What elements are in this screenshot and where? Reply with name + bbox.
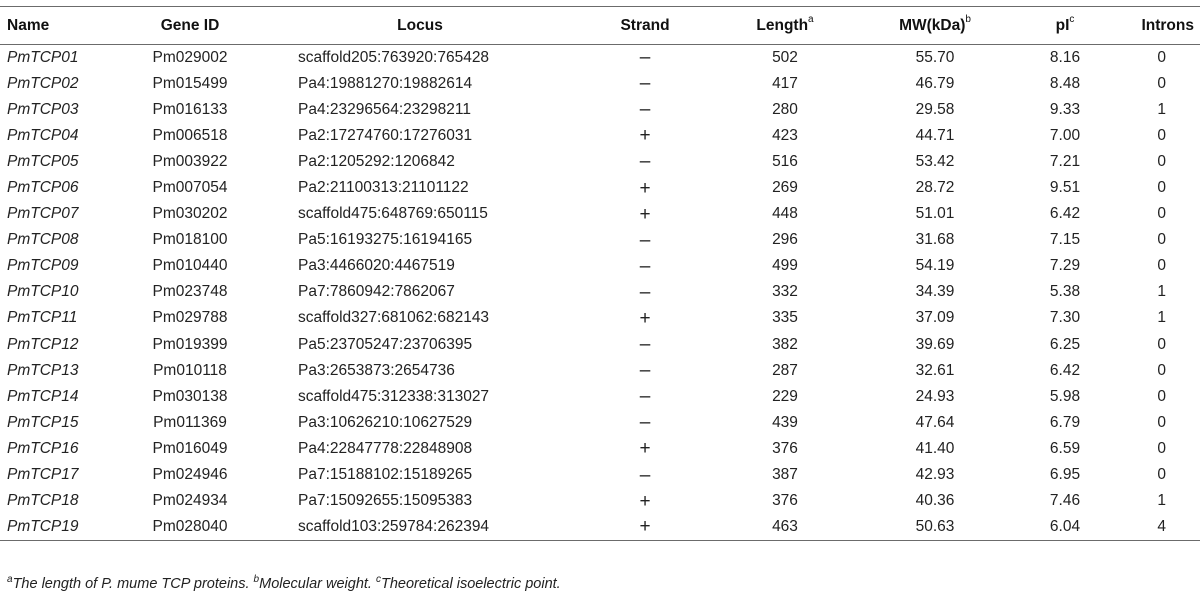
cell-locus: Pa5:23705247:23706395 (298, 335, 473, 353)
cell-strand: + (639, 438, 651, 460)
cell-mw: 24.93 (915, 387, 955, 405)
cell-introns: 0 (1157, 126, 1166, 144)
cell-locus: Pa3:2653873:2654736 (298, 361, 455, 379)
cell-pi: 6.79 (1049, 413, 1081, 431)
cell-strand: + (639, 177, 651, 199)
cell-name: PmTCP17 (7, 466, 79, 484)
cell-introns: 0 (1157, 466, 1166, 484)
cell-name: PmTCP15 (7, 413, 79, 431)
header-row (0, 7, 1200, 45)
cell-introns: 0 (1157, 152, 1166, 170)
table-row (0, 462, 1200, 488)
table-row (0, 384, 1200, 410)
cell-length: 376 (772, 492, 798, 510)
cell-strand: – (639, 386, 651, 408)
cell-mw: 37.09 (915, 309, 955, 327)
table-row (0, 253, 1200, 279)
cell-gene-id: Pm028040 (120, 514, 260, 540)
cell-name: PmTCP12 (7, 335, 79, 353)
cell-pi: 7.30 (1049, 309, 1081, 327)
cell-mw: 32.61 (915, 361, 955, 379)
cell-locus: Pa2:1205292:1206842 (298, 152, 455, 170)
cell-length: 296 (772, 231, 798, 249)
cell-pi: 7.21 (1049, 152, 1081, 170)
cell-locus: Pa2:21100313:21101122 (298, 179, 469, 197)
cell-locus: Pa7:15092655:15095383 (298, 492, 473, 510)
cell-pi: 7.00 (1049, 126, 1081, 144)
cell-name: PmTCP05 (7, 152, 79, 170)
cell-gene-id: Pm003922 (152, 152, 228, 170)
cell-length: 423 (772, 126, 798, 144)
cell-name: PmTCP11 (7, 309, 78, 327)
col-header-length: Length$^a$ (710, 7, 860, 45)
cell-introns: 1 (1157, 309, 1166, 327)
cell-pi: 7.15 (1049, 231, 1081, 249)
cell-introns: 0 (1157, 361, 1166, 379)
cell-introns: 0 (1157, 335, 1166, 353)
cell-locus: Pa4:23296564:23298211 (298, 100, 471, 118)
cell-mw: 46.79 (915, 74, 955, 92)
cell-locus: Pa5:16193275:16194165 (298, 231, 473, 249)
table-row (0, 97, 1200, 123)
cell-pi: 9.51 (1049, 179, 1081, 197)
table-row (0, 488, 1200, 514)
cell-name: PmTCP04 (7, 126, 79, 144)
cell-locus: scaffold103:259784:262394 (260, 514, 580, 540)
cell-introns: 0 (1157, 205, 1166, 223)
cell-introns: 1 (1157, 283, 1166, 301)
cell-gene-id: Pm010118 (153, 361, 227, 379)
cell-name: PmTCP03 (7, 100, 79, 118)
cell-strand: – (639, 255, 651, 277)
cell-pi: 5.38 (1049, 283, 1081, 301)
cell-mw: 54.19 (915, 257, 955, 275)
cell-length: 502 (772, 48, 798, 66)
col-header-gene-id: Gene ID (120, 7, 260, 45)
cell-pi: 8.48 (1049, 74, 1081, 92)
cell-locus: Pa3:4466020:4467519 (298, 257, 455, 275)
cell-locus: Pa7:15188102:15189265 (298, 466, 473, 484)
cell-introns: 0 (1157, 48, 1166, 66)
cell-mw: 42.93 (915, 466, 955, 484)
cell-length: 382 (772, 335, 798, 353)
cell-pi: 6.59 (1049, 439, 1081, 457)
table-row (0, 305, 1200, 331)
cell-mw: 50.63 (860, 514, 1010, 540)
cell-gene-id: Pm030202 (152, 205, 228, 223)
cell-mw: 28.72 (915, 179, 955, 197)
cell-gene-id: Pm024934 (152, 492, 228, 510)
cell-name: PmTCP01 (7, 48, 79, 66)
cell-length: 516 (772, 152, 798, 170)
cell-mw: 47.64 (915, 413, 955, 431)
cell-mw: 41.40 (915, 439, 955, 457)
cell-name: PmTCP06 (7, 179, 79, 197)
cell-strand: + (580, 514, 710, 540)
cell-gene-id: Pm024946 (152, 466, 228, 484)
cell-length: 448 (772, 205, 798, 223)
cell-pi: 7.46 (1049, 492, 1081, 510)
cell-length: 499 (772, 257, 798, 275)
cell-introns: 0 (1157, 179, 1166, 197)
cell-length: 335 (772, 309, 798, 327)
cell-gene-id: Pm023748 (152, 283, 228, 301)
cell-strand: – (639, 412, 651, 434)
cell-pi: 6.42 (1049, 205, 1081, 223)
cell-name: PmTCP18 (7, 492, 79, 510)
cell-gene-id: Pm016133 (152, 100, 228, 118)
cell-strand: – (639, 334, 651, 356)
table-row (0, 123, 1200, 149)
cell-strand: + (639, 490, 651, 512)
table-row (0, 436, 1200, 462)
cell-strand: – (639, 229, 651, 251)
cell-length: 387 (772, 466, 798, 484)
cell-locus: Pa4:19881270:19882614 (298, 74, 473, 92)
table-footnote: $^a$The length of P. mume TCP proteins. $^b$Molecular weight. $^c$Theoretical isoelectric point. (7, 574, 561, 592)
cell-gene-id: Pm019399 (152, 335, 228, 353)
cell-mw: 34.39 (915, 283, 955, 301)
table-row (0, 71, 1200, 97)
cell-introns: 1 (1157, 100, 1166, 118)
cell-introns: 0 (1157, 413, 1166, 431)
table-body (0, 45, 1200, 541)
cell-introns: 0 (1157, 439, 1166, 457)
col-header-pi: $pI^c$ (1010, 7, 1120, 45)
cell-mw: 39.69 (915, 335, 955, 353)
cell-locus: scaffold475:648769:650115 (298, 205, 488, 223)
cell-strand: – (639, 73, 651, 95)
cell-length: 463 (710, 514, 860, 540)
cell-pi: 6.04 (1010, 514, 1120, 540)
cell-pi: 9.33 (1049, 100, 1081, 118)
cell-introns: 0 (1157, 387, 1166, 405)
gene-table (0, 6, 1200, 541)
cell-name: PmTCP19 (0, 514, 120, 540)
cell-length: 376 (772, 439, 798, 457)
cell-gene-id: Pm029002 (152, 48, 228, 66)
cell-length: 287 (772, 361, 798, 379)
table-row (0, 45, 1200, 71)
cell-pi: 8.16 (1049, 48, 1081, 66)
cell-gene-id: Pm029788 (152, 309, 228, 327)
cell-name: PmTCP13 (7, 361, 79, 379)
col-header-strand: Strand (580, 7, 710, 45)
cell-locus: Pa3:10626210:10627529 (298, 413, 473, 431)
cell-gene-id: Pm010440 (152, 257, 228, 275)
cell-strand: – (639, 99, 651, 121)
cell-strand: – (639, 464, 651, 486)
cell-length: 332 (772, 283, 798, 301)
table-row (0, 279, 1200, 305)
cell-introns: 0 (1157, 231, 1166, 249)
table-row (0, 149, 1200, 175)
cell-name: PmTCP02 (7, 74, 79, 92)
cell-mw: 31.68 (915, 231, 955, 249)
cell-gene-id: Pm016049 (152, 439, 228, 457)
cell-pi: 7.29 (1049, 257, 1081, 275)
table-row (0, 514, 1200, 540)
cell-gene-id: Pm030138 (152, 387, 228, 405)
table-row (0, 201, 1200, 227)
col-header-mw: MW(kDa)$^b$ (860, 7, 1010, 45)
cell-locus: Pa2:17274760:17276031 (298, 126, 473, 144)
cell-strand: + (639, 307, 651, 329)
cell-strand: – (639, 151, 651, 173)
cell-mw: 44.71 (915, 126, 955, 144)
cell-locus: Pa4:22847778:22848908 (298, 439, 473, 457)
cell-strand: + (639, 125, 651, 147)
cell-mw: 53.42 (915, 152, 955, 170)
col-header-locus: Locus (260, 7, 580, 45)
cell-pi: 6.42 (1049, 361, 1081, 379)
cell-gene-id: Pm018100 (152, 231, 228, 249)
cell-mw: 29.58 (915, 100, 955, 118)
cell-strand: – (639, 360, 651, 382)
cell-locus: scaffold475:312338:313027 (298, 387, 490, 405)
cell-pi: 6.95 (1049, 466, 1081, 484)
cell-name: PmTCP08 (7, 231, 79, 249)
table-row (0, 332, 1200, 358)
cell-length: 439 (772, 413, 798, 431)
cell-mw: 55.70 (915, 48, 955, 66)
cell-pi: 6.25 (1049, 335, 1081, 353)
cell-introns: 4 (1120, 514, 1200, 540)
cell-gene-id: Pm015499 (152, 74, 228, 92)
table-row (0, 175, 1200, 201)
cell-locus: scaffold205:763920:765428 (298, 48, 490, 66)
cell-length: 269 (772, 179, 798, 197)
cell-length: 229 (772, 387, 798, 405)
table-row (0, 410, 1200, 436)
cell-mw: 40.36 (915, 492, 955, 510)
cell-name: PmTCP10 (7, 283, 79, 301)
cell-gene-id: Pm006518 (152, 126, 228, 144)
cell-length: 417 (772, 74, 798, 92)
cell-strand: – (639, 47, 651, 69)
cell-introns: 1 (1157, 492, 1166, 510)
cell-name: PmTCP07 (7, 205, 79, 223)
cell-pi: 5.98 (1049, 387, 1081, 405)
cell-strand: + (639, 203, 651, 225)
cell-locus: scaffold327:681062:682143 (298, 309, 490, 327)
cell-mw: 51.01 (915, 205, 955, 223)
cell-length: 280 (772, 100, 798, 118)
cell-name: PmTCP16 (7, 439, 79, 457)
col-header-name: Name (0, 7, 120, 45)
cell-name: PmTCP14 (7, 387, 79, 405)
table-row (0, 358, 1200, 384)
cell-locus: Pa7:7860942:7862067 (298, 283, 455, 301)
cell-name: PmTCP09 (7, 257, 79, 275)
cell-gene-id: Pm011369 (153, 413, 227, 431)
cell-strand: – (639, 281, 651, 303)
table-row (0, 227, 1200, 253)
cell-introns: 0 (1157, 74, 1166, 92)
cell-gene-id: Pm007054 (152, 179, 228, 197)
col-header-introns: Introns (1120, 7, 1200, 45)
cell-introns: 0 (1157, 257, 1166, 275)
